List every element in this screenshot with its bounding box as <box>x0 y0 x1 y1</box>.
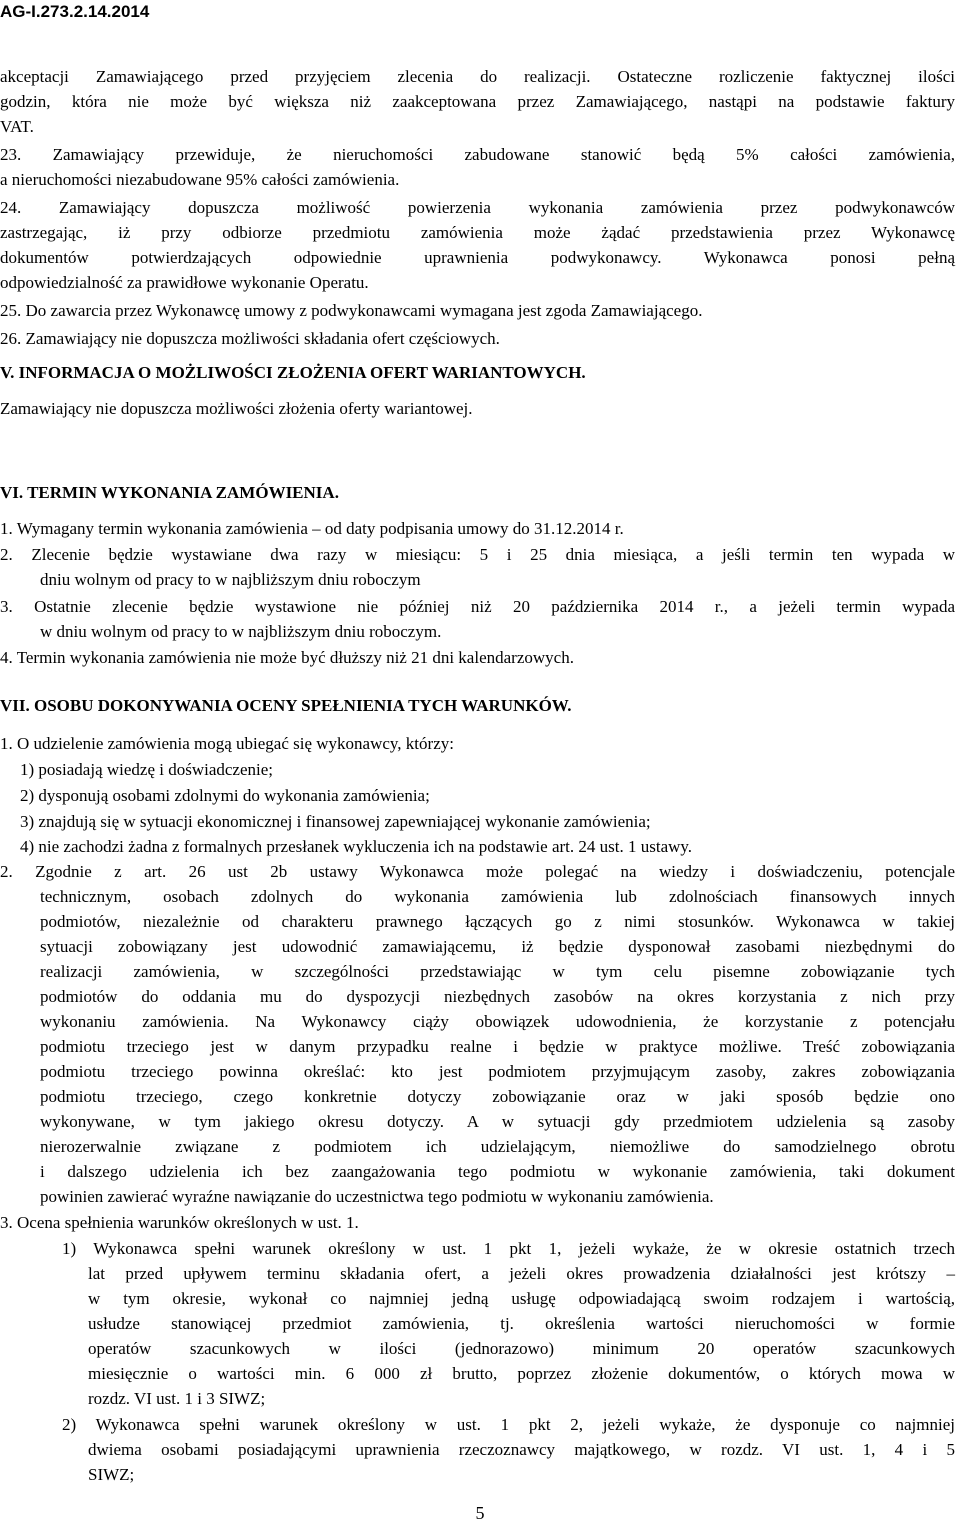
text-line: 1) posiadają wiedzę i doświadczenie; <box>20 760 274 779</box>
text-line: 3) znajdują się w sytuacji ekonomicznej i finansowej zapewniającej wykonanie zamówienia; <box>20 812 651 831</box>
text-line: 1) Wykonawca spełni warunek określony w ust. 1 pkt 1, jeżeli wykaże, że w okresie ostatnich trzech <box>62 1239 955 1258</box>
section-heading: V. INFORMACJA O MOŻLIWOŚCI ZŁOŻENIA OFERT WARIANTOWYCH. <box>0 363 586 382</box>
text-line: 23. Zamawiający przewiduje, że nieruchomości zabudowane stanowić będą 5% całości zamówienia, <box>0 145 955 164</box>
text-line: rozdz. VI ust. 1 i 3 SIWZ; <box>88 1389 266 1408</box>
text-line: podmiotu trzeciego powinna określać: kto jest podmiotem przyjmującym zasoby, zakres zobowiązania <box>40 1062 955 1081</box>
text-line: SIWZ; <box>88 1465 135 1484</box>
text-line: Zamawiający nie dopuszcza możliwości złożenia oferty wariantowej. <box>0 399 473 418</box>
text-line: 3. Ostatnie zlecenie będzie wystawione nie później niż 20 października 2014 r., a jeżeli termin wypada <box>0 597 955 616</box>
text-line: a nieruchomości niezabudowane 95% całości zamówienia. <box>0 170 400 189</box>
page-number: 5 <box>475 1503 485 1523</box>
text-line: technicznym, osobach zdolnych do wykonania zamówienia lub zdolnościach finansowych innych <box>40 887 955 906</box>
text-line: 1. O udzielenie zamówienia mogą ubiegać się wykonawcy, którzy: <box>0 734 454 753</box>
section-heading: VII. OSOBU DOKONYWANIA OCENY SPEŁNIENIA TYCH WARUNKÓW. <box>0 696 572 715</box>
text-line: powinien zawierać wyraźne nawiązanie do uczestnictwa tego podmiotu w wykonaniu zamówienia. <box>40 1187 714 1206</box>
text-line: podmiotu trzeciego, czego konkretnie dotyczy zobowiązanie oraz w jaki sposób będzie ono <box>40 1087 955 1106</box>
text-line: nierozerwalnie związane z podmiotem ich udzielającym, niemożliwe do samodzielnego obrotu <box>40 1137 955 1156</box>
text-line: zastrzegając, iż przy odbiorze przedmiotu zamówienia może żądać przedstawienia przez Wykonawcę <box>0 223 955 242</box>
text-line: podmiotów do oddania mu do dyspozycji niezbędnych zasobów na okres korzystania z nich przy <box>40 987 955 1006</box>
text-line: 2) Wykonawca spełni warunek określony w ust. 1 pkt 2, jeżeli wykaże, że dysponuje co najmniej <box>62 1415 955 1434</box>
text-line: odpowiedzialność za prawidłowe wykonanie Operatu. <box>0 273 369 292</box>
section-heading: VI. TERMIN WYKONANIA ZAMÓWIENIA. <box>0 483 339 502</box>
text-line: i dalszego udzielenia ich bez zaangażowania tego podmiotu w wykonanie zamówienia, taki dokument <box>40 1162 955 1181</box>
text-line: 24. Zamawiający dopuszcza możliwość powierzenia wykonania zamówienia przez podwykonawców <box>0 198 955 217</box>
text-line: w tym okresie, wykonał co najmniej jedną usługę odpowiadającą swoim rodzajem i wartością, <box>88 1289 955 1308</box>
text-line: 4. Termin wykonania zamówienia nie może być dłuższy niż 21 dni kalendarzowych. <box>0 648 574 667</box>
text-line: realizacji zamówienia, w szczególności przedstawiając w tym celu pisemne zobowiązanie tych <box>40 962 955 981</box>
text-line: 2) dysponują osobami zdolnymi do wykonania zamówienia; <box>20 786 430 805</box>
text-line: operatów szacunkowych w ilości (jednorazowo) minimum 20 operatów szacunkowych <box>88 1339 955 1358</box>
text-line: podmiotów, niezależnie od charakteru prawnego łączących go z nimi stosunków. Wykonawca w takiej <box>40 912 955 931</box>
text-line: godzin, która nie może być większa niż zaakceptowana przez Zamawiającego, nastąpi na podstawie faktury <box>0 92 955 111</box>
text-line: wykonaniu zamówienia. Na Wykonawcy ciąży obowiązek udowodnienia, że korzystanie z potencjału <box>40 1012 955 1031</box>
text-line: w dniu wolnym od pracy to w najbliższym dniu roboczym. <box>40 622 442 641</box>
text-line: wykonywane, w tym jakiego okresu dotyczy. A w sytuacji gdy przedmiotem udzielenia są zasoby <box>40 1112 955 1131</box>
text-line: 2. Zlecenie będzie wystawiane dwa razy w miesiącu: 5 i 25 dnia miesiąca, a jeśli termin ten wypada w <box>0 545 955 564</box>
text-line: VAT. <box>0 117 34 136</box>
text-line: 26. Zamawiający nie dopuszcza możliwości składania ofert częściowych. <box>0 329 500 348</box>
text-line: usłudze stanowiącej przedmiot zamówienia, tj. określenia wartości nieruchomości w formie <box>88 1314 955 1333</box>
text-line: miesięcznie o wartości min. 6 000 zł brutto, poprzez złożenie dokumentów, o których mowa w <box>88 1364 955 1383</box>
text-line: 25. Do zawarcia przez Wykonawcę umowy z podwykonawcami wymagana jest zgoda Zamawiającego. <box>0 301 703 320</box>
text-line: podmiotu trzeciego jest w danym przypadku realne i będzie w praktyce możliwe. Treść zobowiązania <box>40 1037 955 1056</box>
text-line: sytuacji zobowiązany jest udowodnić zamawiającemu, iż będzie dysponował zasobami niezbędnymi do <box>40 937 955 956</box>
document-reference: AG-I.273.2.14.2014 <box>0 2 150 21</box>
text-line: dniu wolnym od pracy to w najbliższym dniu roboczym <box>40 570 421 589</box>
text-line: akceptacji Zamawiającego przed przyjęciem zlecenia do realizacji. Ostateczne rozliczenie faktycznej ilości <box>0 67 955 86</box>
text-line: lat przed upływem terminu składania ofert, a jeżeli okres prowadzenia działalności jest krótszy – <box>88 1264 955 1283</box>
text-line: 4) nie zachodzi żadna z formalnych przesłanek wykluczenia ich na podstawie art. 24 ust. 1 ustawy. <box>20 837 693 856</box>
text-line: 1. Wymagany termin wykonania zamówienia – od daty podpisania umowy do 31.12.2014 r. <box>0 519 624 538</box>
text-line: dwiema osobami posiadającymi uprawnienia rzeczoznawcy majątkowego, w rozdz. VI ust. 1, 4 i 5 <box>88 1440 955 1459</box>
text-line: 3. Ocena spełnienia warunków określonych w ust. 1. <box>0 1213 359 1232</box>
text-line: 2. Zgodnie z art. 26 ust 2b ustawy Wykonawca może polegać na wiedzy i doświadczeniu, potencjale <box>0 862 955 881</box>
text-line: dokumentów potwierdzających odpowiednie uprawnienia podwykonawcy. Wykonawca ponosi pełną <box>0 248 955 267</box>
